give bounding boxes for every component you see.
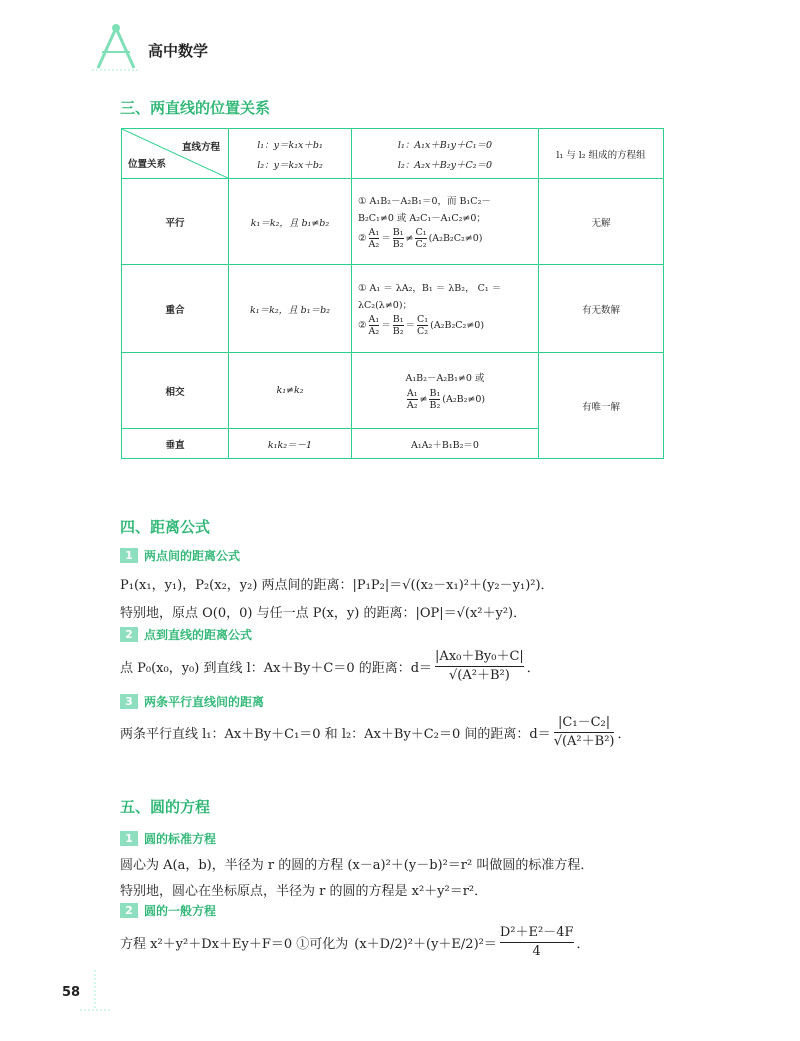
table-row: 垂直 k₁k₂＝－1 A₁A₂＋B₁B₂＝0	[122, 429, 664, 459]
table-row: 平行 k₁＝k₂，且 b₁≠b₂ ① A₁B₂－A₂B₁＝0，而 B₁C₂－ B₂C₁≠0 或 A₂C₁－A₁C₂≠0； ② $\frac{\text{A₁}}{\text{A₂}}$ ＝ $\frac{\text{B₁}}{\text{B₂}}$ ≠ $\frac{\text{C₁}}{\text{C₂}}$ (A₂B₂C₂≠0) 无解	[122, 179, 664, 265]
header-slope-eq: l₁：y＝k₁x＋b₁ l₂：y＝k₂x＋b₂	[229, 129, 352, 179]
subsection-5-1: 1 圆的标准方程	[120, 830, 216, 846]
origin-distance: 特别地，原点 O(0，0) 与任一点 P(x，y) 的距离：|OP|＝√(x²＋y²)．	[120, 606, 527, 621]
line-position-table	[121, 128, 664, 459]
header-title: 高中数学	[148, 42, 209, 60]
table-row: 重合 k₁＝k₂，且 b₁＝b₂ ① A₁ ＝ λA₂，B₁ ＝ λB₂， C₁ ＝ λC₂(λ≠0)； ② $\frac{\text{A₁}}{\text{A₂}}$ ＝ $\frac{\text{B₁}}{\text{B₂}}$ ＝ $\frac{\text{C₁}}{\text{C₂}}$ (A₂B₂C₂≠0) 有无数解	[122, 265, 664, 353]
table-row: 相交 k₁≠k₂ A₁B₂－A₂B₁≠0 或 $\frac{\text{A₁}}{\text{A₂}}$ ≠ $\frac{\text{B₁}}{\text{B₂}}$ (A₂B₂≠0) 有唯一解	[122, 353, 664, 429]
subsection-4-2: 2 点到直线的距离公式	[120, 626, 252, 642]
parallel-line-distance: 两条平行直线 l₁：Ax＋By＋C₁＝0 和 l₂：Ax＋By＋C₂＝0 间的距离：d＝ |C₁－C₂| √(A²＋B²) ．	[120, 715, 631, 749]
point-line-distance: 点 P₀(x₀，y₀) 到直线 l：Ax＋By＋C＝0 的距离：d＝ |Ax₀＋By₀＋C| √(A²＋B²) ．	[120, 649, 540, 683]
header-system: l₁ 与 l₂ 组成的方程组	[539, 129, 664, 179]
fraction-condition: ② $\frac{\text{A₁}}{\text{A₂}}$ ＝ $\frac{\text{B₁}}{\text{B₂}}$ ＝ $\frac{\text{C₁}}{\text{C₂}}$ (A₂B₂C₂≠0)	[358, 314, 485, 337]
subsection-4-3: 3 两条平行直线间的距离	[120, 693, 264, 709]
table-header-corner	[122, 129, 229, 179]
circle-origin-eq: 特别地，圆心在坐标原点，半径为 r 的圆的方程是 x²＋y²＝r²．	[120, 884, 488, 899]
section-5-title: 五、圆的方程	[120, 798, 211, 816]
section-3-title: 三、两直线的位置关系	[120, 99, 271, 117]
axis-decoration	[80, 965, 110, 1015]
diagonal-line	[122, 129, 230, 179]
page-number: 58	[62, 985, 81, 1000]
compass-logo	[92, 22, 140, 74]
header-general-eq: l₁：A₁x＋B₁y＋C₁＝0 l₂：A₂x＋B₂y＋C₂＝0	[352, 129, 539, 179]
two-point-distance: P₁(x₁，y₁)，P₂(x₂，y₂) 两点间的距离：|P₁P₂|＝√((x₂－x₁)²＋(y₂－y₁)²)．	[120, 578, 554, 593]
header-top-label: 直线方程	[181, 142, 220, 153]
fraction-condition: $\frac{\text{A₁}}{\text{A₂}}$ ≠ $\frac{\text{B₁}}{\text{B₂}}$ (A₂B₂≠0)	[406, 388, 486, 411]
circle-general-eq: 方程 x²＋y²＋Dx＋Ey＋F＝0 ①可化为 (x＋D/2)²＋(y＋E/2)²＝ D²＋E²－4F 4 ．	[120, 925, 590, 959]
circle-standard-eq: 圆心为 A(a，b)，半径为 r 的圆的方程 (x－a)²＋(y－b)²＝r² 叫做圆的标准方程．	[120, 858, 594, 873]
fraction-condition: ② $\frac{\text{A₁}}{\text{A₂}}$ ＝ $\frac{\text{B₁}}{\text{B₂}}$ ≠ $\frac{\text{C₁}}{\text{C₂}}$ (A₂B₂C₂≠0)	[358, 227, 483, 250]
section-4-title: 四、距离公式	[120, 518, 211, 536]
header-bottom-label: 位置关系	[128, 159, 167, 170]
subsection-4-1: 1 两点间的距离公式	[120, 547, 240, 563]
subsection-5-2: 2 圆的一般方程	[120, 902, 216, 918]
